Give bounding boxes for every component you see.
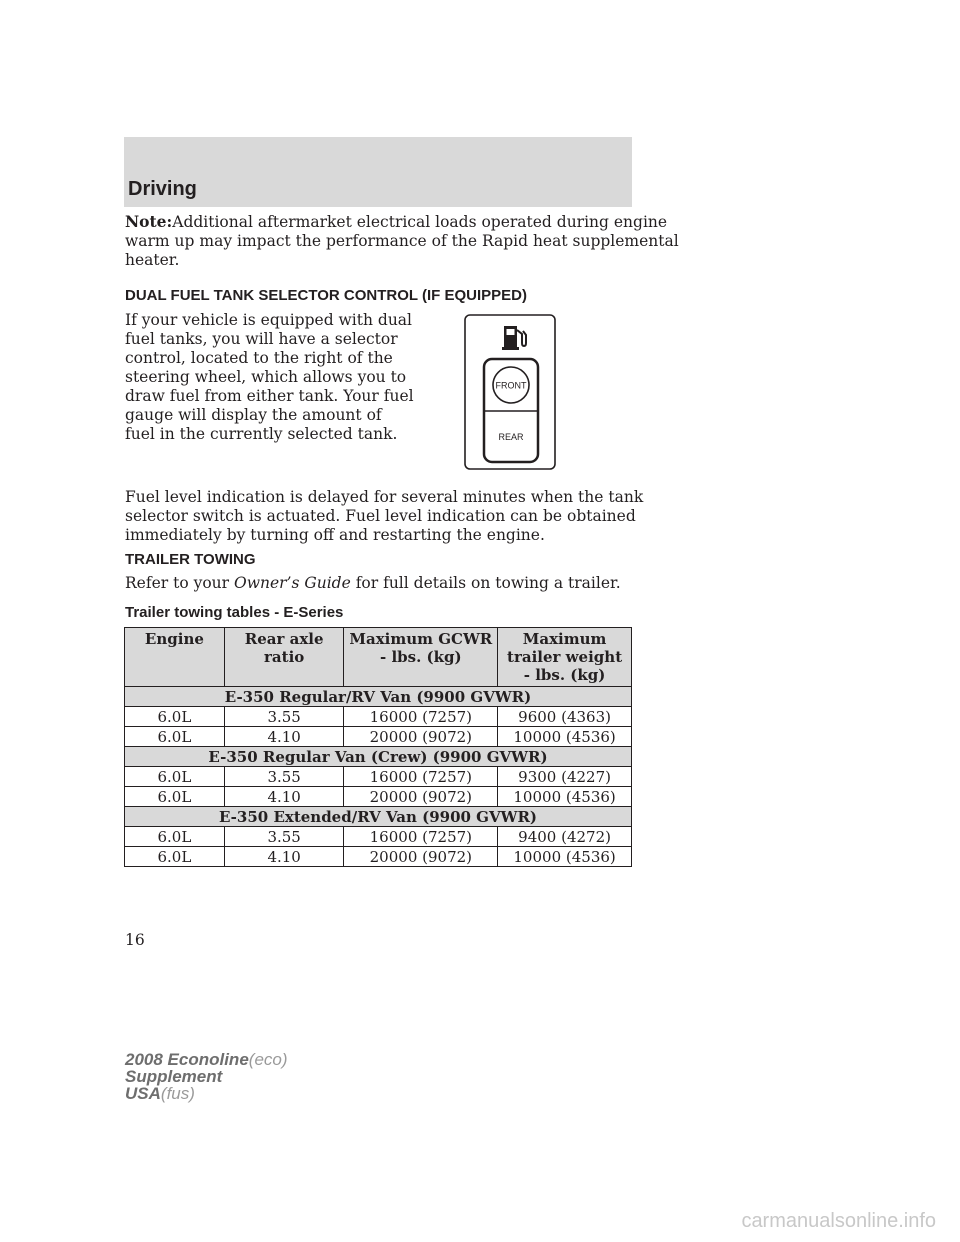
table-cell: 3.55 — [224, 767, 344, 787]
page-number: 16 — [125, 931, 145, 949]
table-cell: 4.10 — [224, 847, 344, 867]
dual-fuel-line: fuel tanks, you will have a selector — [125, 330, 398, 348]
table-cell: 20000 (9072) — [344, 847, 498, 867]
table-row — [125, 767, 632, 787]
header-band — [124, 137, 632, 207]
table-cell: 10000 (4536) — [498, 847, 632, 867]
footer-model-code: (eco) — [248, 1050, 288, 1069]
table-row — [125, 707, 632, 727]
document-footer — [125, 1051, 288, 1102]
note-line: warm up may impact the performance of the Rapid heat supplemental — [125, 232, 679, 250]
table-row — [125, 847, 632, 867]
dual-fuel-line: draw fuel from either tank. Your fuel — [125, 387, 414, 405]
table-cell: 4.10 — [224, 727, 344, 747]
group-title-row — [125, 747, 632, 767]
watermark: carmanualsonline.info — [741, 1210, 936, 1232]
group-title-row — [125, 807, 632, 827]
table-cell: 6.0L — [125, 767, 225, 787]
footer-supplement: Supplement — [125, 1067, 223, 1086]
table-cell: 6.0L — [125, 827, 225, 847]
table-cell: 20000 (9072) — [344, 727, 498, 747]
table-cell: 3.55 — [224, 827, 344, 847]
page-title: Driving — [128, 178, 197, 200]
footer-model: 2008 Econoline — [125, 1050, 249, 1069]
rear-label: REAR — [498, 432, 524, 442]
fuel-level-line: selector switch is actuated. Fuel level indication can be obtained — [125, 507, 636, 525]
dual-fuel-line: control, located to the right of the — [125, 349, 393, 367]
table-cell: 3.55 — [224, 707, 344, 727]
note-line: heater. — [125, 251, 180, 269]
fuel-level-line: Fuel level indication is delayed for several minutes when the tank — [125, 488, 644, 506]
trailer-towing-heading: TRAILER TOWING — [125, 551, 256, 568]
table-cell: 10000 (4536) — [498, 727, 632, 747]
dual-fuel-line: fuel in the currently selected tank. — [125, 425, 398, 443]
table-cell: 9300 (4227) — [498, 767, 632, 787]
table-row — [125, 827, 632, 847]
table-cell: 6.0L — [125, 847, 225, 867]
table-cell: 16000 (7257) — [344, 707, 498, 727]
dual-fuel-line: steering wheel, which allows you to — [125, 368, 407, 386]
dual-fuel-paragraph — [125, 311, 414, 444]
column-header: Engine — [125, 628, 225, 687]
table-cell: 16000 (7257) — [344, 827, 498, 847]
dual-fuel-line: If your vehicle is equipped with dual — [125, 311, 413, 329]
note-paragraph — [125, 212, 679, 270]
group-title: E-350 Extended/RV Van (9900 GVWR) — [125, 807, 632, 827]
table-cell: 6.0L — [125, 707, 225, 727]
column-header: Rear axle ratio — [224, 628, 344, 687]
table-cell: 9600 (4363) — [498, 707, 632, 727]
owners-guide-reference: Owner’s Guide — [233, 574, 351, 592]
group-title: E-350 Regular Van (Crew) (9900 GVWR) — [125, 747, 632, 767]
note-text: Additional aftermarket electrical loads operated during engine — [172, 213, 668, 231]
table-cell: 4.10 — [224, 787, 344, 807]
fuel-level-line: immediately by turning off and restarting the engine. — [125, 526, 545, 544]
table-header-row — [125, 628, 632, 687]
table-cell: 10000 (4536) — [498, 787, 632, 807]
column-header: Maximum trailer weight - lbs. (kg) — [498, 628, 632, 687]
table-cell: 16000 (7257) — [344, 767, 498, 787]
table-cell: 20000 (9072) — [344, 787, 498, 807]
table-cell: 6.0L — [125, 727, 225, 747]
table-row — [125, 787, 632, 807]
refer-prefix: Refer to your — [125, 574, 234, 592]
front-label: FRONT — [495, 380, 527, 391]
refer-paragraph — [125, 574, 621, 593]
footer-market: USA — [125, 1084, 161, 1103]
towing-table-heading: Trailer towing tables - E-Series — [125, 604, 344, 621]
footer-market-code: (fus) — [160, 1084, 195, 1103]
dual-fuel-heading: DUAL FUEL TANK SELECTOR CONTROL (IF EQUIPPED) — [125, 287, 527, 304]
refer-suffix: for full details on towing a trailer. — [355, 574, 621, 592]
table-row — [125, 727, 632, 747]
table-cell: 9400 (4272) — [498, 827, 632, 847]
trailer-towing-table — [124, 627, 632, 867]
note-label: Note: — [125, 212, 173, 231]
group-title: E-350 Regular/RV Van (9900 GVWR) — [125, 687, 632, 707]
dual-fuel-line: gauge will display the amount of — [125, 406, 382, 424]
fuel-selector-illustration — [464, 314, 556, 470]
fuel-level-paragraph — [125, 488, 643, 545]
table-cell: 6.0L — [125, 787, 225, 807]
column-header: Maximum GCWR - lbs. (kg) — [344, 628, 498, 687]
group-title-row — [125, 687, 632, 707]
